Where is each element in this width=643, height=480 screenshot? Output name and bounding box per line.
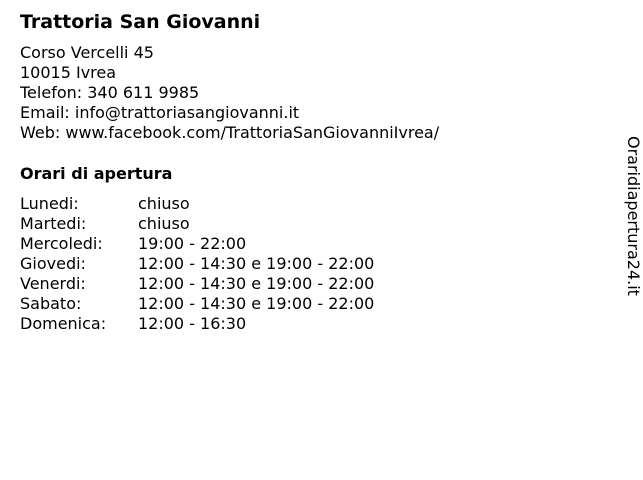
- day-hours: 12:00 - 14:30 e 19:00 - 22:00: [138, 294, 375, 313]
- day-label: Mercoledi:: [20, 234, 103, 253]
- site-watermark: Oraridiapertura24.it: [624, 136, 643, 296]
- restaurant-name: Trattoria San Giovanni: [20, 11, 261, 33]
- day-label: Domenica:: [20, 314, 107, 333]
- day-label: Sabato:: [20, 294, 82, 313]
- opening-hours-heading: Orari di apertura: [20, 164, 173, 183]
- day-label: Martedi:: [20, 214, 87, 233]
- day-hours: 12:00 - 14:30 e 19:00 - 22:00: [138, 274, 375, 293]
- day-label: Venerdi:: [20, 274, 86, 293]
- day-label: Lunedi:: [20, 194, 79, 213]
- website-url: Web: www.facebook.com/TrattoriaSanGiovanniIvrea/: [20, 123, 440, 142]
- contact-block: [20, 43, 439, 143]
- day-hours: chiuso: [138, 194, 190, 213]
- street-address: Corso Vercelli 45: [20, 43, 154, 62]
- day-hours: chiuso: [138, 214, 190, 233]
- day-hours: 12:00 - 14:30 e 19:00 - 22:00: [138, 254, 375, 273]
- city-address: 10015 Ivrea: [20, 63, 117, 82]
- day-hours: 19:00 - 22:00: [138, 234, 247, 253]
- day-hours: 12:00 - 16:30: [138, 314, 247, 333]
- day-label: Giovedi:: [20, 254, 86, 273]
- phone-number: Telefon: 340 611 9985: [20, 83, 200, 102]
- email-address: Email: info@trattoriasangiovanni.it: [20, 103, 300, 122]
